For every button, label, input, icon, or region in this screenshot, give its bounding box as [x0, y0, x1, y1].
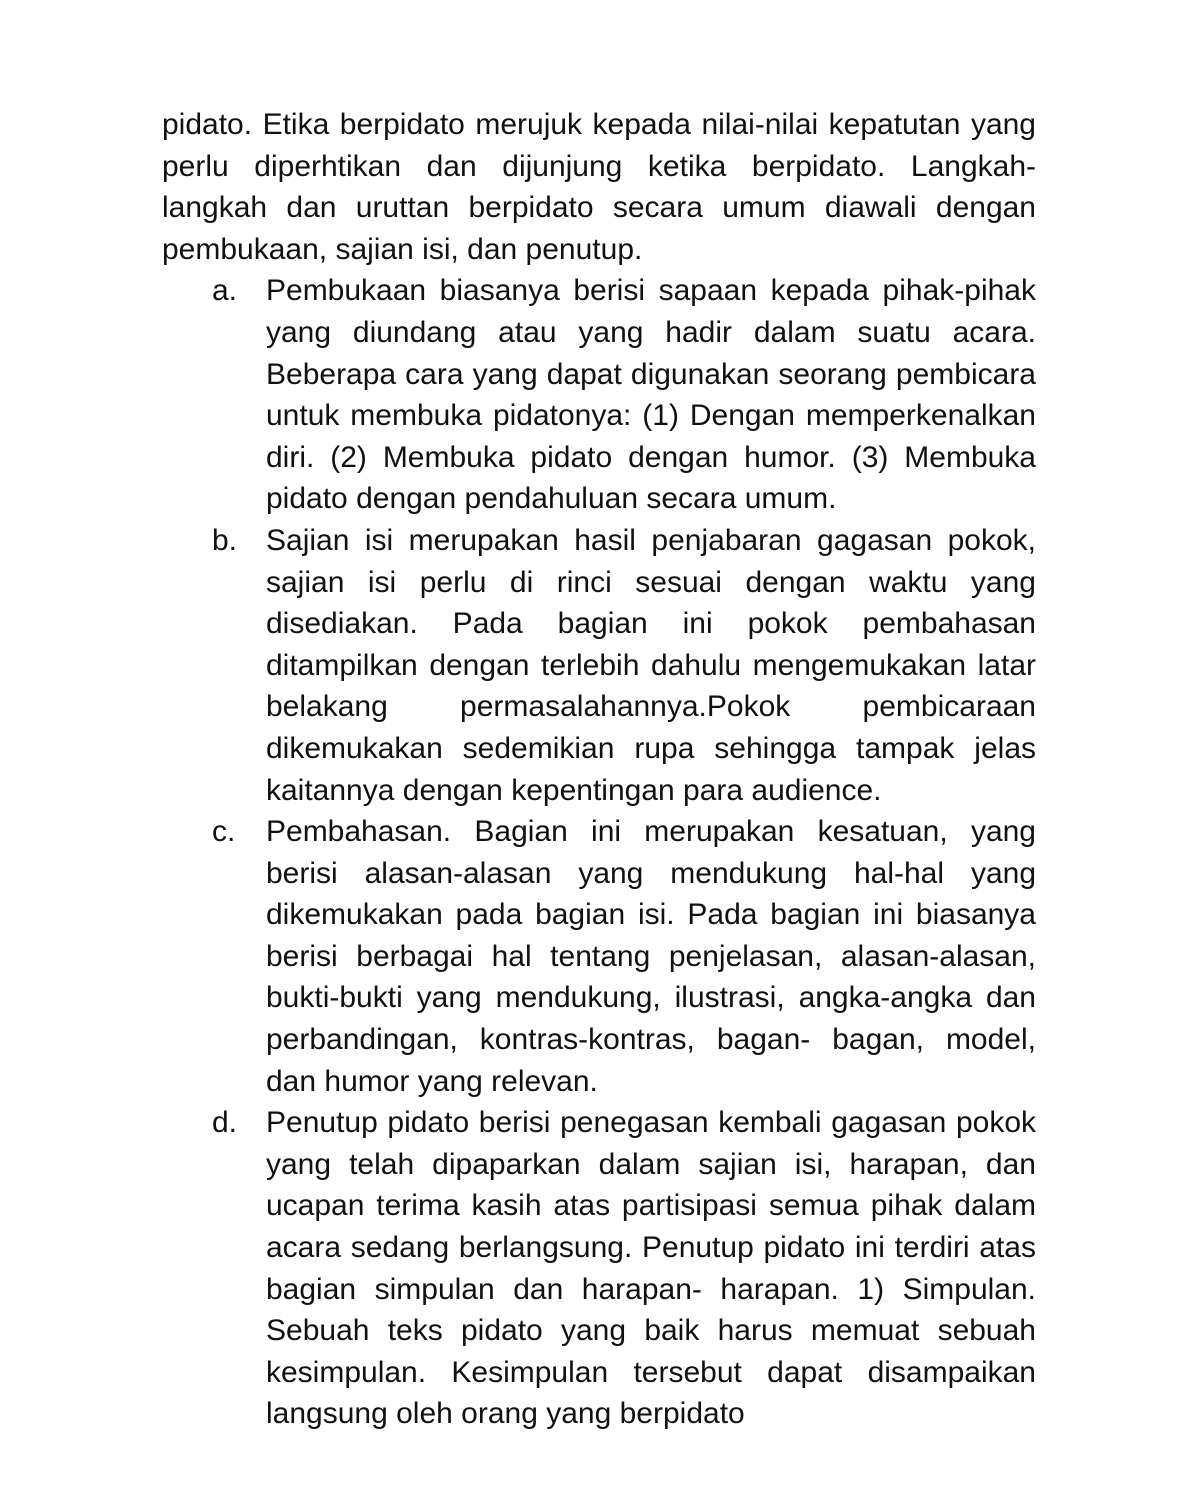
speech-steps-list [162, 270, 1036, 1435]
document-body [162, 104, 1036, 1435]
list-item-d [162, 1102, 1036, 1435]
list-item-text: Pembahasan. Bagian ini merupakan kesatuan, yang berisi alasan-alasan yang mendukung hal-hal yang dikemukakan pada bagian isi. Pada bagian ini biasanya berisi berbagai hal tentang penjelasan, alasan-alasan, bukti-bukti yang mendukung, ilustrasi, angka-angka dan perbandingan, kontras-kontras, bagan- bagan, model, dan humor yang relevan. [266, 815, 1036, 1098]
list-item-text: Penutup pidato berisi penegasan kembali gagasan pokok yang telah dipaparkan dalam sajian isi, harapan, dan ucapan terima kasih atas partisipasi semua pihak dalam acara sedang berlangsung. Penutup pidato ini terdiri atas bagian simpulan dan harapan- harapan. 1) Simpulan. Sebuah teks pidato yang baik harus memuat sebuah kesimpulan. Kesimpulan tersebut dapat disampaikan langsung oleh orang yang berpidato [266, 1106, 1036, 1431]
list-marker: a. [212, 274, 238, 308]
list-marker: b. [212, 523, 238, 557]
intro-paragraph: pidato. Etika berpidato merujuk kepada nilai-nilai kepatutan yang perlu diperhtikan dan dijunjung ketika berpidato. Langkah-langkah dan uruttan berpidato secara umum diawali dengan pembukaan, sajian isi, dan penutup. [162, 108, 1036, 266]
list-item-c [162, 811, 1036, 1102]
list-item-text: Pembukaan biasanya berisi sapaan kepada pihak-pihak yang diundang atau yang hadir dalam suatu acara. Beberapa cara yang dapat digunakan seorang pembicara untuk membuka pidatonya: (1) Dengan memperkenalkan diri. (2) Membuka pidato dengan humor. (3) Membuka pidato dengan pendahuluan secara umum. [266, 274, 1036, 516]
list-item-b [162, 520, 1036, 811]
list-item-text: Sajian isi merupakan hasil penjabaran gagasan pokok, sajian isi perlu di rinci sesuai dengan waktu yang disediakan. Pada bagian ini pokok pembahasan ditampilkan dengan terlebih dahulu mengemukakan latar belakang permasalahannya.Pokok pembicaraan dikemukakan sedemikian rupa sehingga tampak jelas kaitannya dengan kepentingan para audience. [266, 523, 1036, 807]
list-marker: c. [212, 815, 236, 849]
list-item-a [162, 270, 1036, 520]
list-marker: d. [212, 1106, 238, 1140]
